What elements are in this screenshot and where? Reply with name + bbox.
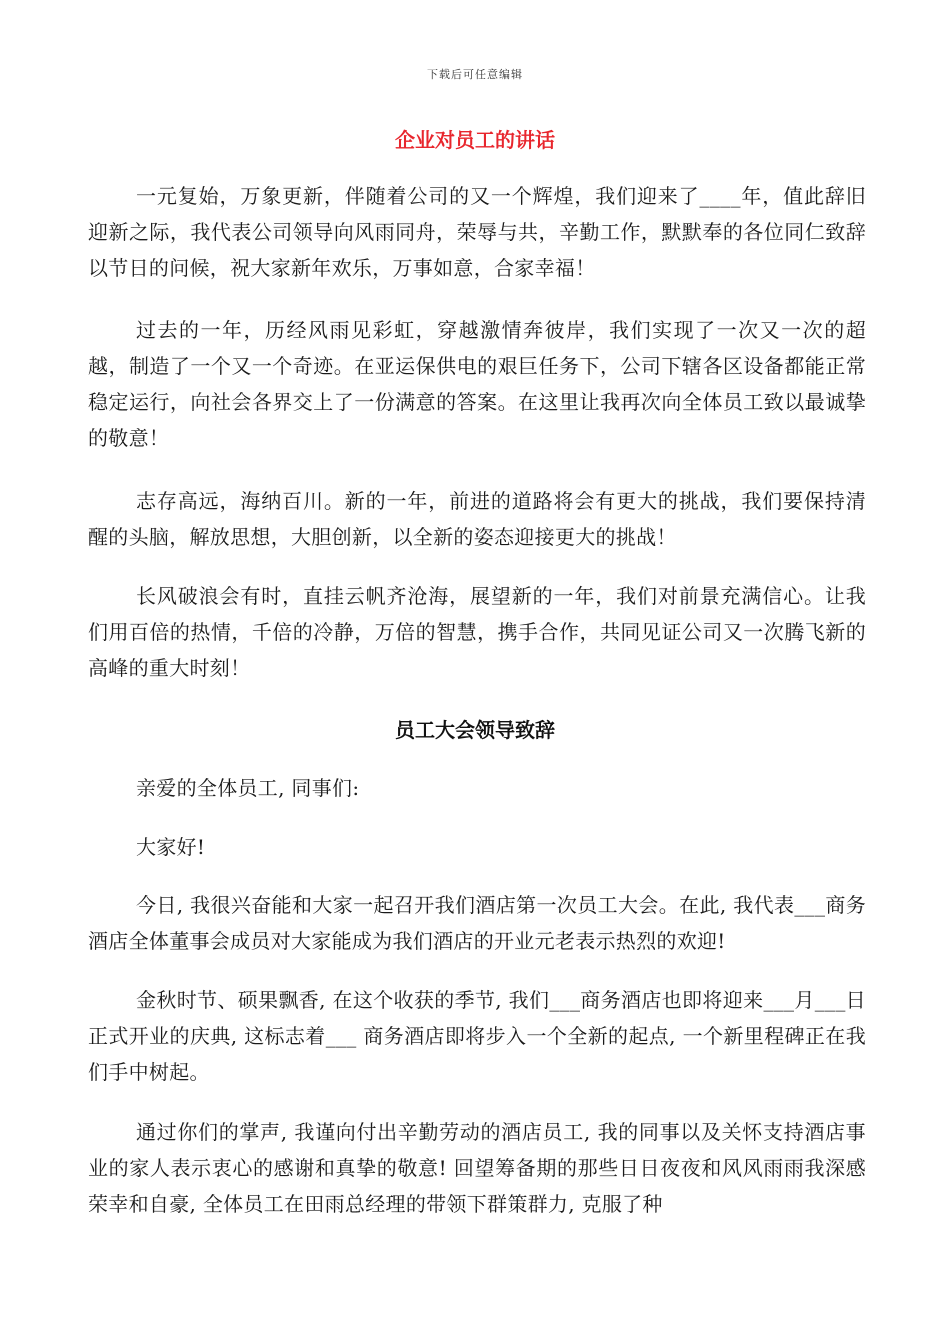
- paragraph: 金秋时节、硕果飘香, 在这个收获的季节, 我们___商务酒店也即将迎来___月___日正式开业的庆典, 这标志着___ 商务酒店即将步入一个全新的起点, 一个新里程碑正在我们手中树起。: [88, 988, 866, 1084]
- paragraph: 大家好!: [136, 835, 206, 859]
- paragraph: 今日, 我很兴奋能和大家一起召开我们酒店第一次员工大会。在此, 我代表___商务酒店全体董事会成员对大家能成为我们酒店的开业元老表示热烈的欢迎!: [88, 893, 866, 953]
- paragraph: 志存高远，海纳百川。新的一年，前进的道路将会有更大的挑战，我们要保持清醒的头脑，解放思想，大胆创新，以全新的姿态迎接更大的挑战！: [88, 489, 866, 549]
- header-note: 下载后可任意编辑: [427, 68, 523, 81]
- paragraph: 通过你们的掌声, 我谨向付出辛勤劳动的酒店员工, 我的同事以及关怀支持酒店事业的家人表示衷心的感谢和真挚的敬意! 回望筹备期的那些日日夜夜和风风雨雨我深感荣幸和自豪, 全体员工在田雨总经理的带领下群策群力, 克服了种: [88, 1120, 866, 1216]
- paragraph: 长风破浪会有时，直挂云帆齐沧海，展望新的一年，我们对前景充满信心。让我们用百倍的热情，千倍的冷静，万倍的智慧，携手合作，共同见证公司又一次腾飞新的高峰的重大时刻！: [88, 584, 866, 680]
- paragraph: 过去的一年，历经风雨见彩虹，穿越激情奔彼岸，我们实现了一次又一次的超越，制造了一个又一个奇迹。在亚运保供电的艰巨任务下，公司下辖各区设备都能正常稳定运行，向社会各界交上了一份满意的答案。在这里让我再次向全体员工致以最诚挚的敬意！: [88, 318, 866, 450]
- section-title: 员工大会领导致辞: [395, 718, 555, 742]
- paragraph: 亲爱的全体员工, 同事们:: [136, 776, 360, 800]
- speech-title: 企业对员工的讲话: [395, 128, 555, 152]
- paragraph: 一元复始，万象更新，伴随着公司的又一个辉煌，我们迎来了____年，值此辞旧迎新之际，我代表公司领导向风雨同舟，荣辱与共，辛勤工作，默默奉的各位同仁致辞以节日的问候，祝大家新年欢乐，万事如意，合家幸福！: [88, 184, 866, 280]
